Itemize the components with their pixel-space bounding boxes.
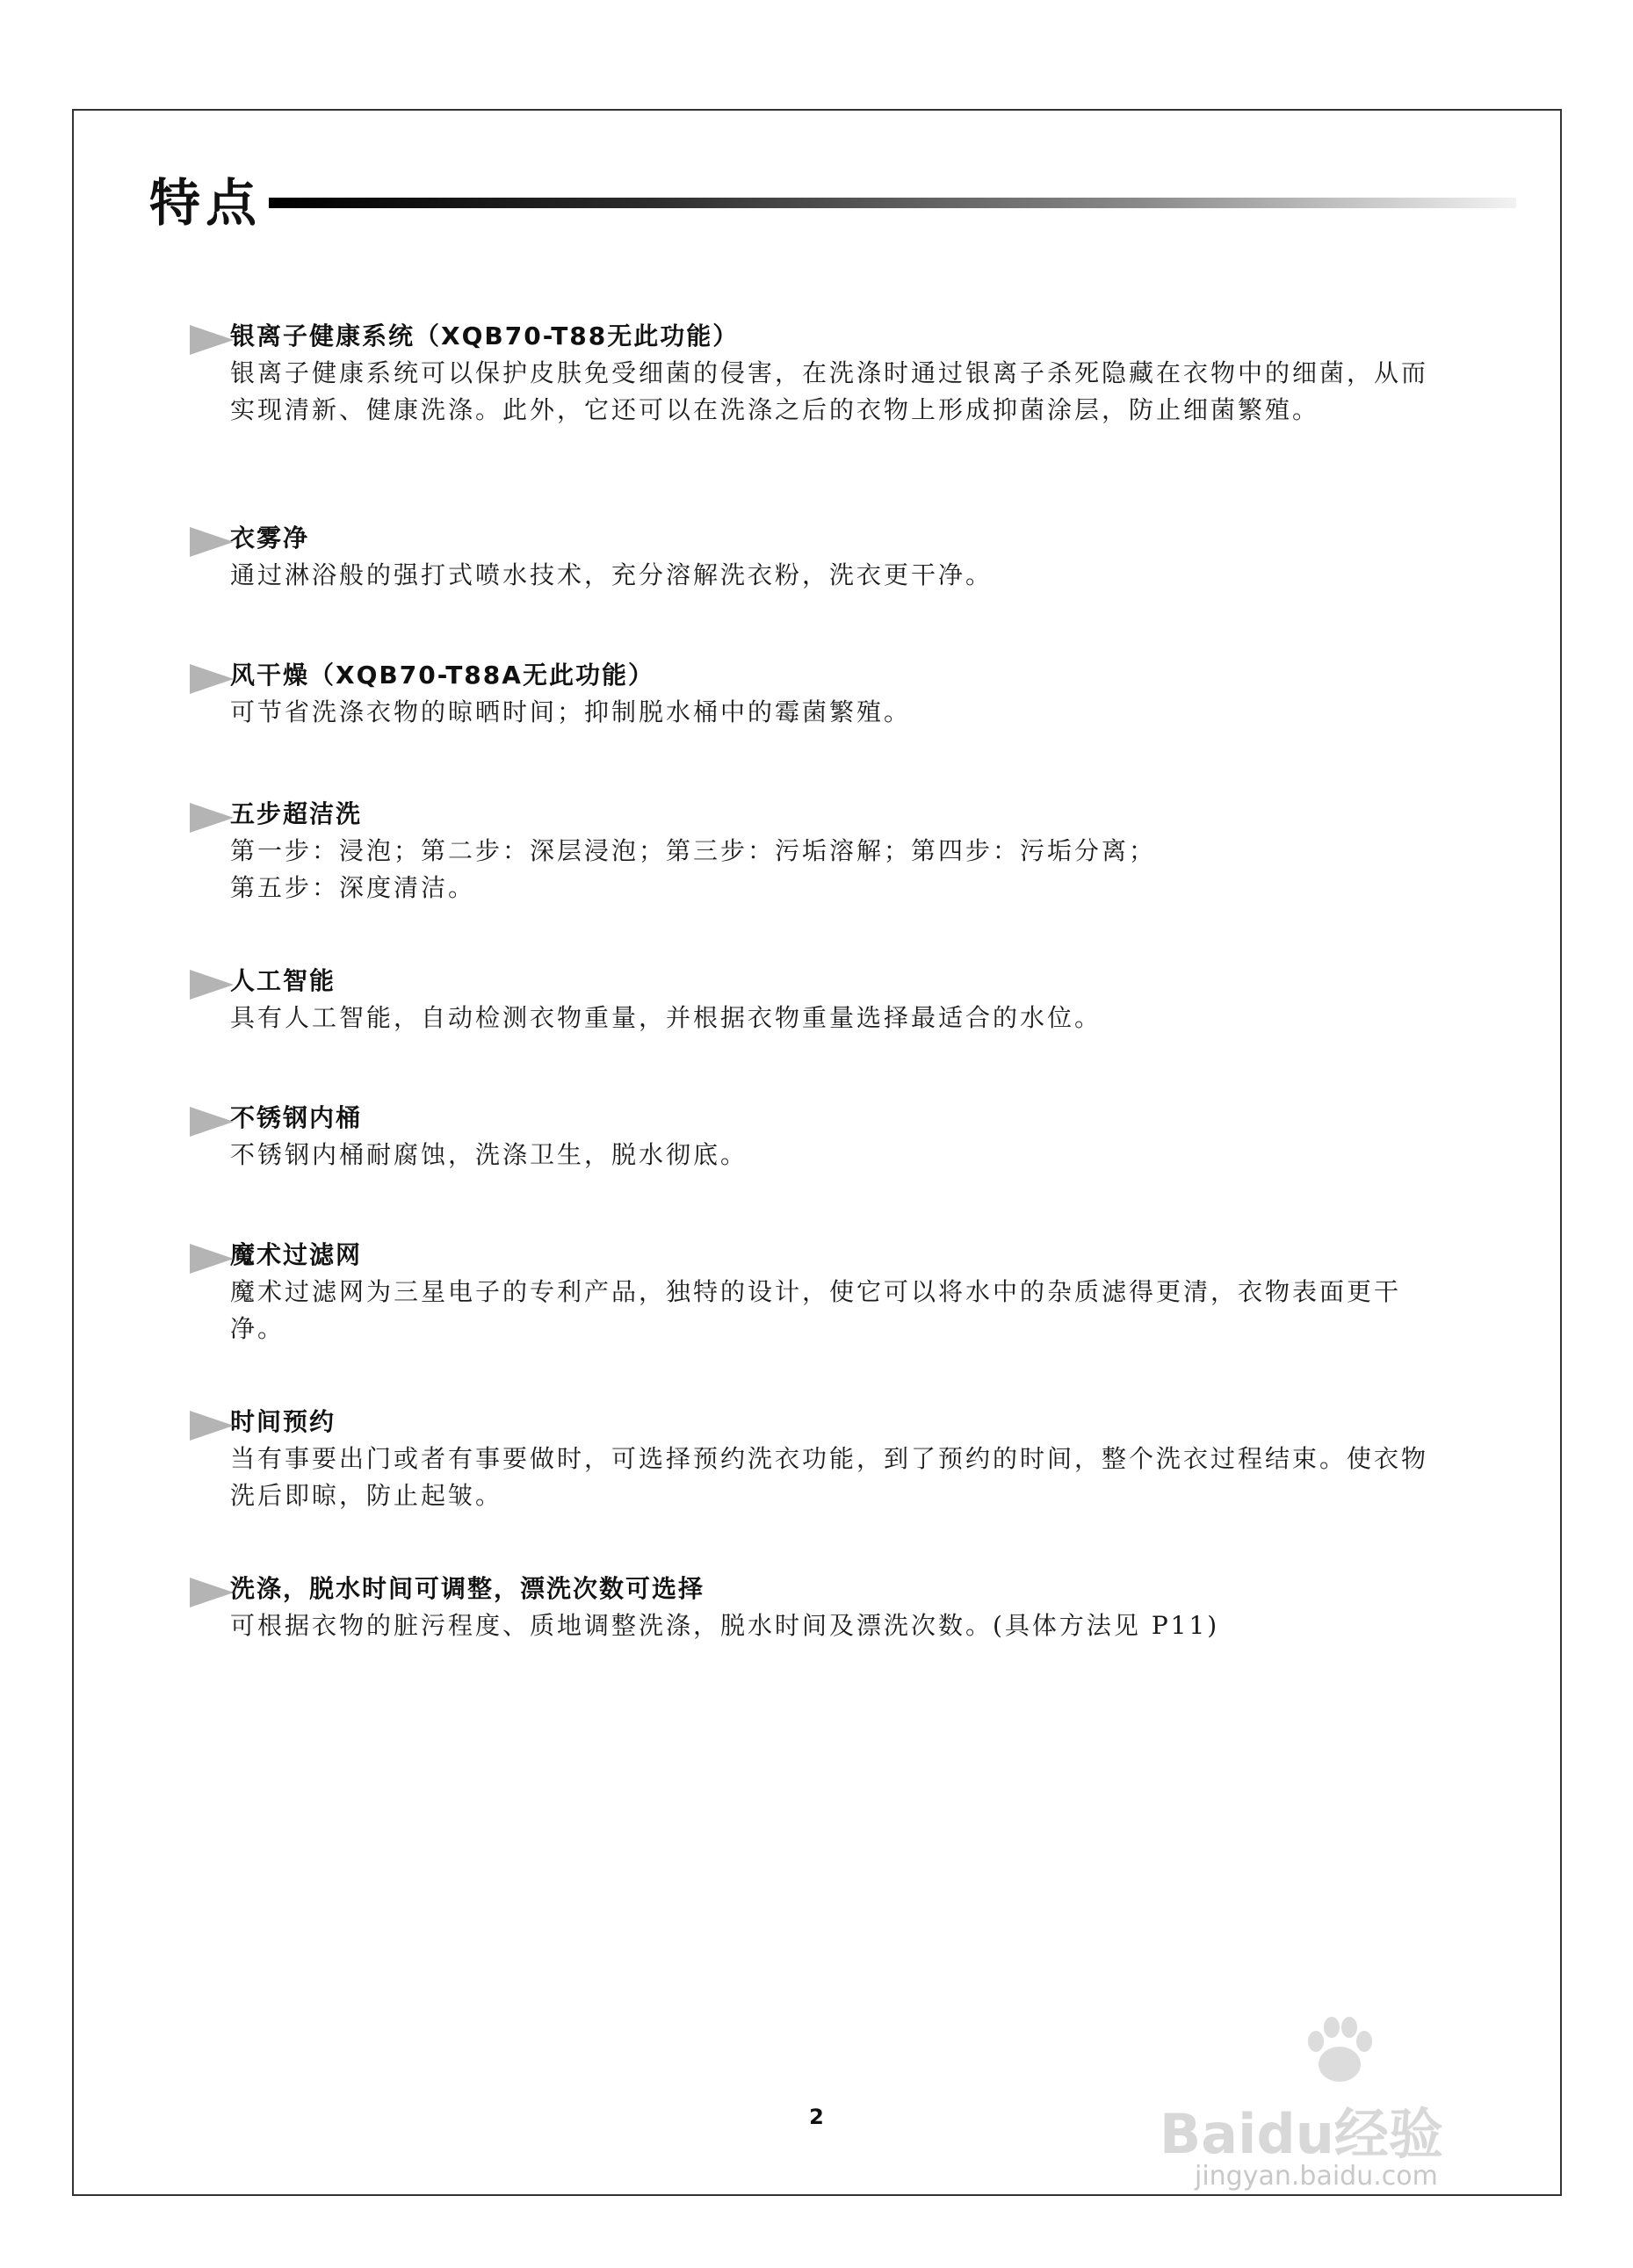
feature-description: 银离子健康系统可以保护皮肤免受细菌的侵害，在洗涤时通过银离子杀死隐藏在衣物中的细菌，从而实现清新、健康洗涤。此外，它还可以在洗涤之后的衣物上形成抑菌涂层，防止细菌繁殖。 — [230, 358, 1429, 424]
bullet-arrow-icon — [190, 1107, 234, 1137]
feature-description-line: 第一步：浸泡；第二步：深层浸泡；第三步：污垢溶解；第四步：污垢分离； — [230, 836, 1157, 865]
watermark-brand: Baidu经验 — [1160, 2102, 1443, 2166]
feature-heading: 不锈钢内桶 — [230, 1103, 363, 1132]
bullet-arrow-icon — [190, 325, 234, 355]
feature-description: 可节省洗涤衣物的晾晒时间；抑制脱水桶中的霉菌繁殖。 — [230, 697, 912, 726]
feature-heading: 风干燥（XQB70-T88A无此功能） — [230, 661, 654, 690]
feature-air-dry — [183, 657, 1448, 731]
feature-description: 具有人工智能，自动检测衣物重量，并根据衣物重量选择最适合的水位。 — [230, 1003, 1102, 1032]
bullet-arrow-icon — [190, 527, 234, 557]
baidu-watermark — [1142, 2020, 1564, 2196]
feature-description: 通过淋浴般的强打式喷水技术，充分溶解洗衣粉，洗衣更干净。 — [230, 560, 994, 589]
feature-silver-ion — [183, 318, 1448, 429]
feature-heading: 五步超洁洗 — [230, 799, 363, 828]
paw-icon — [1300, 2012, 1379, 2091]
bullet-arrow-icon — [190, 1244, 234, 1274]
page-title: 特点 — [149, 173, 263, 233]
watermark-url: jingyan.baidu.com — [1195, 2161, 1438, 2192]
feature-description-line: 第五步：深度清洁。 — [230, 873, 476, 902]
feature-heading: 洗涤，脱水时间可调整，漂洗次数可选择 — [230, 1574, 705, 1603]
title-gradient-rule — [269, 198, 1516, 208]
feature-magic-filter — [183, 1237, 1448, 1347]
feature-description: 当有事要出门或者有事要做时，可选择预约洗衣功能，到了预约的时间，整个洗衣过程结束。使衣物洗后即晾，防止起皱。 — [230, 1444, 1429, 1510]
feature-heading: 衣雾净 — [230, 524, 310, 553]
feature-heading: 魔术过滤网 — [230, 1240, 363, 1269]
feature-description: 魔术过滤网为三星电子的专利产品，独特的设计，使它可以将水中的杂质滤得更清，衣物表面更干净。 — [230, 1277, 1402, 1343]
feature-heading: 人工智能 — [230, 966, 336, 995]
bullet-arrow-icon — [190, 970, 234, 1000]
bullet-arrow-icon — [190, 1578, 234, 1607]
feature-description: 可根据衣物的脏污程度、质地调整洗涤，脱水时间及漂洗次数。(具体方法见 P11) — [230, 1611, 1220, 1640]
feature-ai — [183, 963, 1448, 1036]
feature-time-reservation — [183, 1404, 1448, 1514]
feature-heading: 时间预约 — [230, 1407, 336, 1436]
page-number: 2 — [809, 2105, 824, 2129]
feature-description: 不锈钢内桶耐腐蚀，洗涤卫生，脱水彻底。 — [230, 1140, 748, 1169]
feature-adjustable-times — [183, 1571, 1448, 1644]
feature-mist-clean — [183, 520, 1448, 594]
feature-stainless-drum — [183, 1100, 1448, 1174]
feature-heading: 银离子健康系统（XQB70-T88无此功能） — [230, 321, 740, 350]
feature-five-step-wash — [183, 796, 1448, 906]
bullet-arrow-icon — [190, 803, 234, 833]
bullet-arrow-icon — [190, 1411, 234, 1441]
bullet-arrow-icon — [190, 664, 234, 694]
